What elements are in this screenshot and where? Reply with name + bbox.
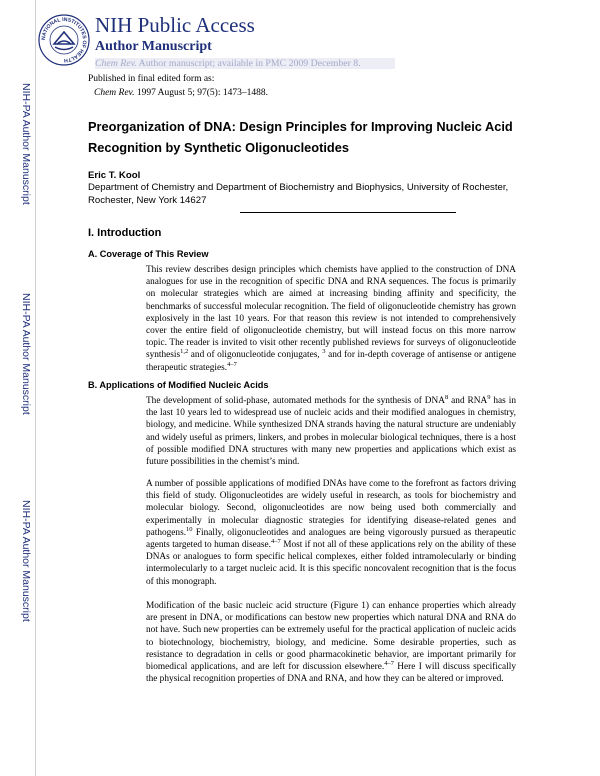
text-run: Finally, oligonucleotides and analogues are being vigorously pursued as therapeutic agents targeted to human disease. bbox=[146, 527, 516, 551]
citation-journal: Chem Rev. bbox=[94, 88, 135, 98]
sidebar-watermark: NIH-PA Author Manuscript bbox=[20, 83, 32, 205]
text-run: A number of possible applications of modified DNAs have come to the forefront as factors driving this field of study. Oligonucleotides are widely useful in research, as tools for biochemistry and molecular biology. Second, oligonucleotides are now being used both commercially and experimentally in molecular diagnostic strategies for identifying disease-related genes and pathogens. bbox=[146, 479, 516, 538]
reference-marker: 8 bbox=[444, 393, 449, 401]
separator-line bbox=[240, 212, 456, 213]
sidebar-watermark: NIH-PA Author Manuscript bbox=[20, 293, 32, 415]
text-run: This review describes design principles which chemists have applied to the construction of DNA analogues for use in the recognition of specific DNA and RNA sequences. The focus is primarily on molecular strategies which are aimed at increasing binding affinity and specificity, the benchmarks of successful molecular recognition. The field of oligonucleotide chemistry has grown explosively in the last 10 years. For that reason this review is not intended to comprehensively cover the entire field of oligonucleotide chemistry, but will instead focus on this more narrow topic. The reader is invited to visit other recently published reviews for surveys of oligonucleotide synthesis bbox=[146, 265, 516, 361]
journal-abbrev: Chem Rev. bbox=[95, 58, 137, 69]
reference-marker: 1,2 bbox=[180, 348, 189, 356]
author-manuscript-label: Author Manuscript bbox=[95, 39, 212, 54]
section-heading-introduction: I. Introduction bbox=[88, 227, 162, 239]
reference-marker: 4–7 bbox=[227, 360, 237, 368]
published-label: Published in final edited form as: bbox=[88, 74, 215, 84]
sidebar-watermark: NIH-PA Author Manuscript bbox=[20, 500, 32, 622]
citation-details: 1997 August 5; 97(5): 1473–1488. bbox=[136, 88, 268, 98]
seal-text: NATIONAL INSTITUTES OF HEALTH bbox=[40, 16, 88, 64]
text-run: Here I will discuss specifically the physical recognition properties of DNA and RNA, and how they can be altered or improved. bbox=[146, 662, 517, 685]
text-run: Modification of the basic nucleic acid structure (Figure 1) can enhance properties which already are present in DNA, or modifications can bestow new properties which natural DNA and RNA do not have. Such new properties can be extremely useful for the practical application of nucleic acids to biotechnology, biochemistry, biology, and medicine. Some desirable properties, such as resistance to degradation in cells or good pharmacokinetic behavior, are important primarily for biomedical applications, and are left for discussion elsewhere. bbox=[146, 601, 516, 673]
reference-marker: 3 bbox=[322, 348, 326, 356]
nih-seal-logo bbox=[38, 14, 90, 66]
paragraph-applications-2 bbox=[146, 478, 516, 588]
text-run: has in the last 10 years led to widespread use of nucleic acids and their modified analogues in chemistry, biology, and medicine. While synthesized DNA strands having the natural structure are undeniably and widely useful as primers, linkers, and probes in molecular biological techniques, there is a host of possible modified DNA structures with many new properties and applications which exist as future possibilities in the chemist’s mind. bbox=[146, 396, 516, 468]
text-run: The development of solid-phase, automated methods for the synthesis of DNA bbox=[146, 396, 445, 406]
paragraph-applications-3 bbox=[146, 600, 516, 685]
author-name: Eric T. Kool bbox=[88, 170, 141, 181]
paragraph-applications-1 bbox=[146, 395, 516, 468]
availability-line bbox=[95, 58, 361, 69]
availability-text: Author manuscript; available in PMC 2009 December 8. bbox=[138, 58, 361, 69]
text-run: and for in-depth coverage of antisense or antigene therapeutic strategies. bbox=[146, 350, 517, 373]
citation bbox=[94, 88, 268, 98]
text-run: and RNA bbox=[448, 396, 488, 406]
paragraph-coverage bbox=[146, 264, 516, 374]
reference-marker: 10 bbox=[186, 525, 193, 533]
side-border bbox=[35, 0, 36, 776]
subsection-heading-coverage: A. Coverage of This Review bbox=[88, 249, 209, 259]
author-affiliation: Department of Chemistry and Department of Biochemistry and Biophysics, University of Rochester, Rochester, New York 14627 bbox=[88, 182, 509, 206]
reference-marker: 9 bbox=[487, 393, 491, 401]
text-run: Most if not all of these applications rely on the ability of these DNAs or analogues to form specific helical complexes, either folded intramolecularly or binding intermolecularly to a target nucleic acid. It is this specific noncovalent recognition that is the focus of this monograph. bbox=[146, 540, 516, 587]
nih-public-access-title: NIH Public Access bbox=[95, 13, 255, 37]
text-run: and of oligonucleotide conjugates, bbox=[188, 350, 323, 361]
subsection-heading-applications: B. Applications of Modified Nucleic Acids bbox=[88, 380, 269, 390]
article-title: Preorganization of DNA: Design Principles for Improving Nucleic Acid Recognition by Synthetic Oligonucleotides bbox=[88, 119, 513, 155]
reference-marker: 4–7 bbox=[384, 659, 394, 667]
reference-marker: 4–7 bbox=[271, 537, 281, 545]
